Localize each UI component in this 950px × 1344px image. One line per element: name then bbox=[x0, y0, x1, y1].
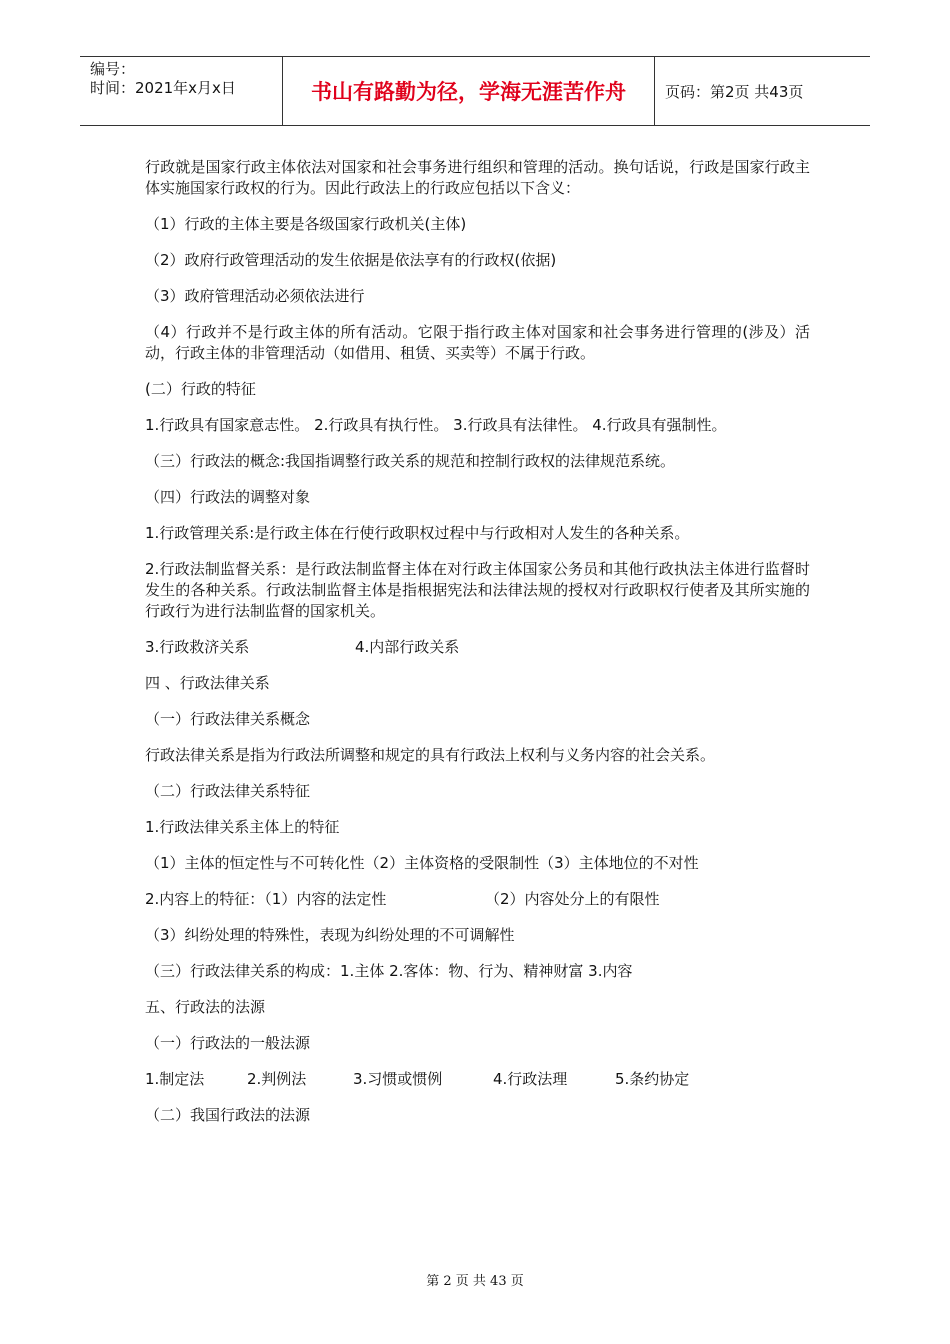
list-item: 2.判例法 bbox=[247, 1070, 307, 1088]
paragraph: （3）政府管理活动必须依法进行 bbox=[145, 287, 365, 305]
section-heading: （二）我国行政法的法源 bbox=[145, 1106, 311, 1124]
list-item: 1.制定法 bbox=[145, 1070, 205, 1088]
header-motto: 书山有路勤为径，学海无涯苦作舟 bbox=[282, 57, 655, 125]
section-heading: 五、行政法的法源 bbox=[145, 998, 266, 1016]
page-footer: 第 2 页 共 43 页 bbox=[426, 1274, 524, 1289]
section-heading: （四）行政法的调整对象 bbox=[145, 488, 311, 506]
list-item: 3.习惯或惯例 bbox=[353, 1070, 443, 1088]
section-heading: （一）行政法律关系概念 bbox=[145, 710, 311, 728]
paragraph: （4）行政并不是行政主体的所有活动。它限于指行政主体对国家和社会事务进行管理的(涉及）活动，行政主体的非管理活动（如借用、租赁、买卖等）不属于行政。 bbox=[145, 323, 810, 362]
relief-row bbox=[145, 637, 810, 658]
paragraph: 1.行政管理关系:是行政主体在行使行政职权过程中与行政相对人发生的各种关系。 bbox=[145, 524, 690, 542]
sources-row bbox=[145, 1069, 810, 1090]
paragraph: 行政法律关系是指为行政法所调整和规定的具有行政法上权利与义务内容的社会关系。 bbox=[145, 746, 716, 764]
header-meta bbox=[80, 57, 282, 125]
list-item: 4.行政法理 bbox=[493, 1070, 568, 1088]
list-item: （2）内容处分上的有限性 bbox=[485, 890, 660, 908]
section-heading: （二）行政法律关系特征 bbox=[145, 782, 311, 800]
section-heading: 四 、行政法律关系 bbox=[145, 674, 270, 692]
section-heading: （三）行政法的概念:我国指调整行政关系的规范和控制行政权的法律规范系统。 bbox=[145, 452, 676, 470]
content-feature-row bbox=[145, 889, 810, 910]
serial-label: 编号： bbox=[90, 60, 136, 78]
paragraph: （3）纠纷处理的特殊性，表现为纠纷处理的不可调解性 bbox=[145, 926, 515, 944]
section-heading: （一）行政法的一般法源 bbox=[145, 1034, 311, 1052]
list-item: 4.内部行政关系 bbox=[355, 638, 460, 656]
header-page-info: 页码：第2页 共43页 bbox=[665, 82, 804, 101]
list-item: 3.行政救济关系 bbox=[145, 638, 250, 656]
section-heading: (二）行政的特征 bbox=[145, 380, 256, 398]
list-item: 5.条约协定 bbox=[615, 1070, 690, 1088]
page-header bbox=[80, 56, 870, 126]
paragraph: 2.行政法制监督关系：是行政法制监督主体在对行政主体国家公务员和其他行政执法主体进行监督时发生的各种关系。行政法制监督主体是指根据宪法和法律法规的授权对行政职权行使者及其所实施的行政行为进行法制监督的国家机关。 bbox=[145, 560, 810, 620]
date-line: 时间：2021年x月x日 bbox=[90, 79, 236, 97]
list-item: 2.内容上的特征：（1）内容的法定性 bbox=[145, 890, 387, 908]
paragraph: （三）行政法律关系的构成：1.主体 2.客体：物、行为、精神财富 3.内容 bbox=[145, 962, 633, 980]
paragraph: 1.行政法律关系主体上的特征 bbox=[145, 818, 340, 836]
paragraph: （1）行政的主体主要是各级国家行政机关(主体) bbox=[145, 215, 467, 233]
document-body bbox=[145, 157, 810, 1141]
paragraph: （2）政府行政管理活动的发生依据是依法享有的行政权(依据) bbox=[145, 251, 557, 269]
paragraph: 行政就是国家行政主体依法对国家和社会事务进行组织和管理的活动。换句话说，行政是国家行政主体实施国家行政权的行为。因此行政法上的行政应包括以下含义： bbox=[145, 158, 810, 197]
paragraph: （1）主体的恒定性与不可转化性（2）主体资格的受限制性（3）主体地位的不对性 bbox=[145, 854, 699, 872]
paragraph: 1.行政具有国家意志性。 2.行政具有执行性。 3.行政具有法律性。 4.行政具有强制性。 bbox=[145, 416, 727, 434]
